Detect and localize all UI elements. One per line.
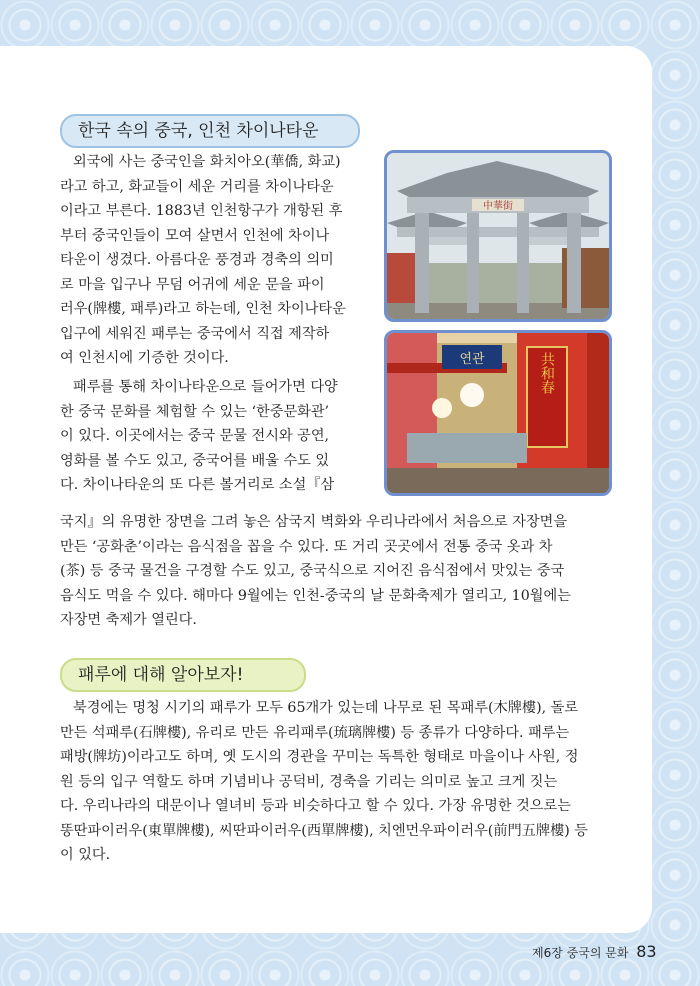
text-line: 부터 중국인들이 모여 살면서 인천에 차이나 [60, 227, 330, 244]
text-line: 여 인천시에 기증한 것이다. [60, 350, 229, 366]
page-number: 83 [636, 942, 657, 961]
page-footer [532, 942, 657, 961]
text-line: 원 등의 입구 역할도 하며 기념비나 공덕비, 경축을 기리는 의미로 높고 크게 짓는 [60, 773, 558, 790]
text-line: 라고 하고, 화교들이 세운 거리를 차이나타운 [60, 178, 334, 195]
text-line: 입구에 세워진 패루는 중국에서 직접 제작하 [60, 325, 330, 342]
paragraph-1 [60, 150, 372, 371]
chinatown-street-photo [384, 330, 612, 496]
text-line: 타운이 생겼다. 아름다운 풍경과 경축의 의미 [60, 252, 334, 268]
text-line: 자장면 축제가 열린다. [60, 612, 197, 628]
text-line: 러우(牌樓, 패루)라고 하는데, 인천 차이나타운 [60, 301, 346, 317]
text-line: 이라고 부른다. 1883년 인천항구가 개항된 후 [60, 203, 343, 219]
text-line: (茶) 등 중국 물건을 구경할 수도 있고, 중국식으로 지어진 음식점에서 맛있는 중국 [60, 563, 565, 579]
text-line: 북경에는 명청 시기의 패루가 모두 65개가 있는데 나무로 된 목패루(木牌樓), 돌로 [73, 700, 579, 716]
street-sign-right-text: 共和春 [539, 352, 555, 394]
text-line: 만든 ‘공화춘’이라는 음식점을 꼽을 수 있다. 또 거리 곳곳에서 전통 중국 옷과 차 [60, 538, 553, 555]
text-line: 패방(牌坊)이라고도 하며, 옛 도시의 경관을 꾸미는 독특한 형태로 마을이나 사원, 정 [60, 749, 579, 765]
gate-sign-text: 中華街 [483, 201, 513, 212]
paragraph-2-narrow [60, 375, 372, 498]
paragraph-2-wide [60, 510, 608, 633]
text-line: 다. 차이나타운의 또 다른 볼거리로 소설『삼 [60, 477, 335, 493]
text-line: 국지』의 유명한 장면을 그려 놓은 삼국지 벽화와 우리나라에서 처음으로 자장면을 [60, 514, 568, 530]
text-line: 외국에 사는 중국인을 화치아오(華僑, 화교) [73, 154, 341, 170]
chapter-label: 제6장 중국의 문화 [532, 946, 629, 960]
paragraph-3 [60, 696, 608, 868]
text-line: 로 마을 입구나 무덤 어귀에 세운 문을 파이 [60, 276, 325, 293]
street-sign-left-text: 연관 [459, 352, 485, 367]
text-line: 만든 석패루(石牌樓), 유리로 만든 유리패루(琉璃牌樓) 등 종류가 다양하다. 패루는 [60, 724, 570, 741]
text-line: 똥딴파이러우(東單牌樓), 씨딴파이러우(西單牌樓), 치엔먼우파이러우(前門五牌樓) 등 [60, 822, 589, 839]
text-line: 패루를 통해 차이나타운으로 들어가면 다양 [73, 379, 338, 395]
text-line: 이 있다. 이곳에서는 중국 문물 전시와 공연, [60, 428, 330, 444]
text-line: 영화를 볼 수도 있고, 중국어를 배울 수도 있 [60, 452, 330, 469]
text-line: 이 있다. [60, 847, 111, 863]
text-line: 음식도 먹을 수 있다. 해마다 9월에는 인천-중국의 날 문화축제가 열리고, 10월에는 [60, 587, 571, 604]
section-title-chinatown: 한국 속의 중국, 인천 차이나타운 [60, 114, 360, 148]
text-line: 다. 우리나라의 대문이나 열녀비 등과 비슷하다고 할 수 있다. 가장 유명한 것으로는 [60, 798, 571, 814]
text-line: 한 중국 문화를 체험할 수 있는 ‘한중문화관’ [60, 403, 330, 420]
paifang-gate-photo [384, 150, 612, 322]
chinatown-street-illustration [387, 333, 609, 493]
section-title-paifang: 패루에 대해 알아보자! [60, 658, 306, 692]
paifang-gate-illustration [387, 153, 609, 319]
